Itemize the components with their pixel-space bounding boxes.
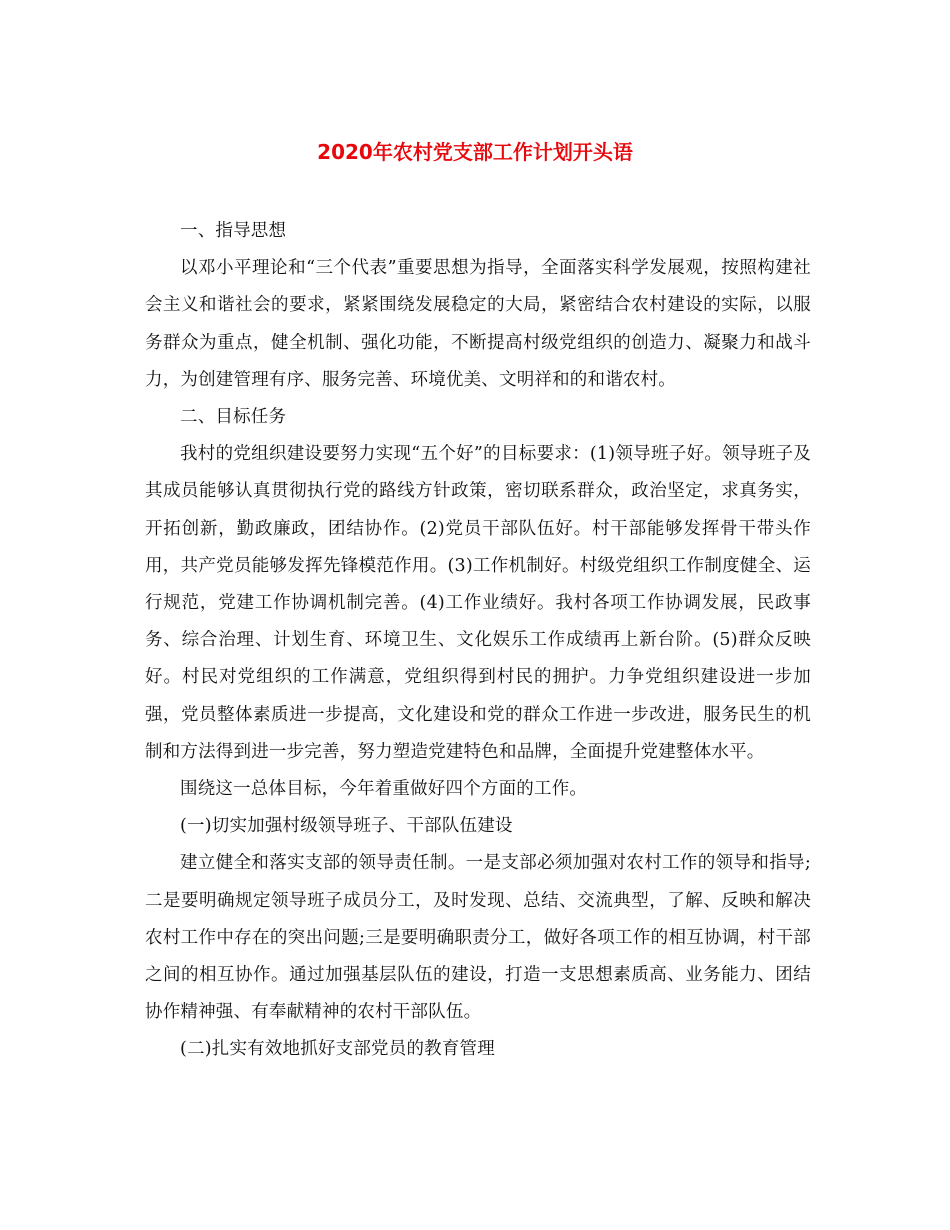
document-title: 2020年农村党支部工作计划开头语 bbox=[317, 140, 633, 164]
paragraph-guiding-ideology: 以邓小平理论和“三个代表”重要思想为指导，全面落实科学发展观，按照构建社会主义和谐社会的要求，紧紧围绕发展稳定的大局，紧密结合农村建设的实际，以服务群众为重点，健全机制、强化功能，不断提高村级党组织的创造力、凝聚力和战斗力，为创建管理有序、服务完善、环境优美、文明祥和的和谐农村。 bbox=[145, 258, 811, 390]
paragraph-goals: 我村的党组织建设要努力实现“五个好”的目标要求：(1)领导班子好。领导班子及其成员能够认真贯彻执行党的路线方针政策，密切联系群众，政治坚定，求真务实，开拓创新，勤政廉政，团结协作。(2)党员干部队伍好。村干部能够发挥骨干带头作用，共产党员能够发挥先锋模范作用。(3)工作机制好。村级党组织工作制度健全、运行规范，党建工作协调机制完善。(4)工作业绩好。我村各项工作协调发展，民政事务、综合治理、计划生育、环境卫生、文化娱乐工作成绩再上新台阶。(5)群众反映好。村民对党组织的工作满意，党组织得到村民的拥护。力争党组织建设进一步加强，党员整体素质进一步提高，文化建设和党的群众工作进一步改进，服务民生的机制和方法得到进一步完善，努力塑造党建特色和品牌，全面提升党建整体水平。 bbox=[145, 444, 811, 762]
subheading-leadership-team: (一)切实加强村级领导班子、干部队伍建设 bbox=[180, 816, 513, 837]
document-body bbox=[145, 213, 811, 1069]
subheading-member-education: (二)扎实有效地抓好支部党员的教育管理 bbox=[180, 1039, 495, 1060]
section-heading-guiding-ideology: 一、指导思想 bbox=[180, 221, 287, 241]
section-heading-goals: 二、目标任务 bbox=[180, 407, 287, 428]
paragraph-leadership-team: 建立健全和落实支部的领导责任制。一是支部必须加强对农村工作的领导和指导;二是要明确规定领导班子成员分工，及时发现、总结、交流典型，了解、反映和解决农村工作中存在的突出问题;三是要明确职责分工，做好各项工作的相互协调，村干部之间的相互协作。通过加强基层队伍的建设，打造一支思想素质高、业务能力、团结协作精神强、有奉献精神的农村干部队伍。 bbox=[145, 853, 811, 1023]
paragraph-four-aspects: 围绕这一总体目标，今年着重做好四个方面的工作。 bbox=[180, 779, 588, 800]
